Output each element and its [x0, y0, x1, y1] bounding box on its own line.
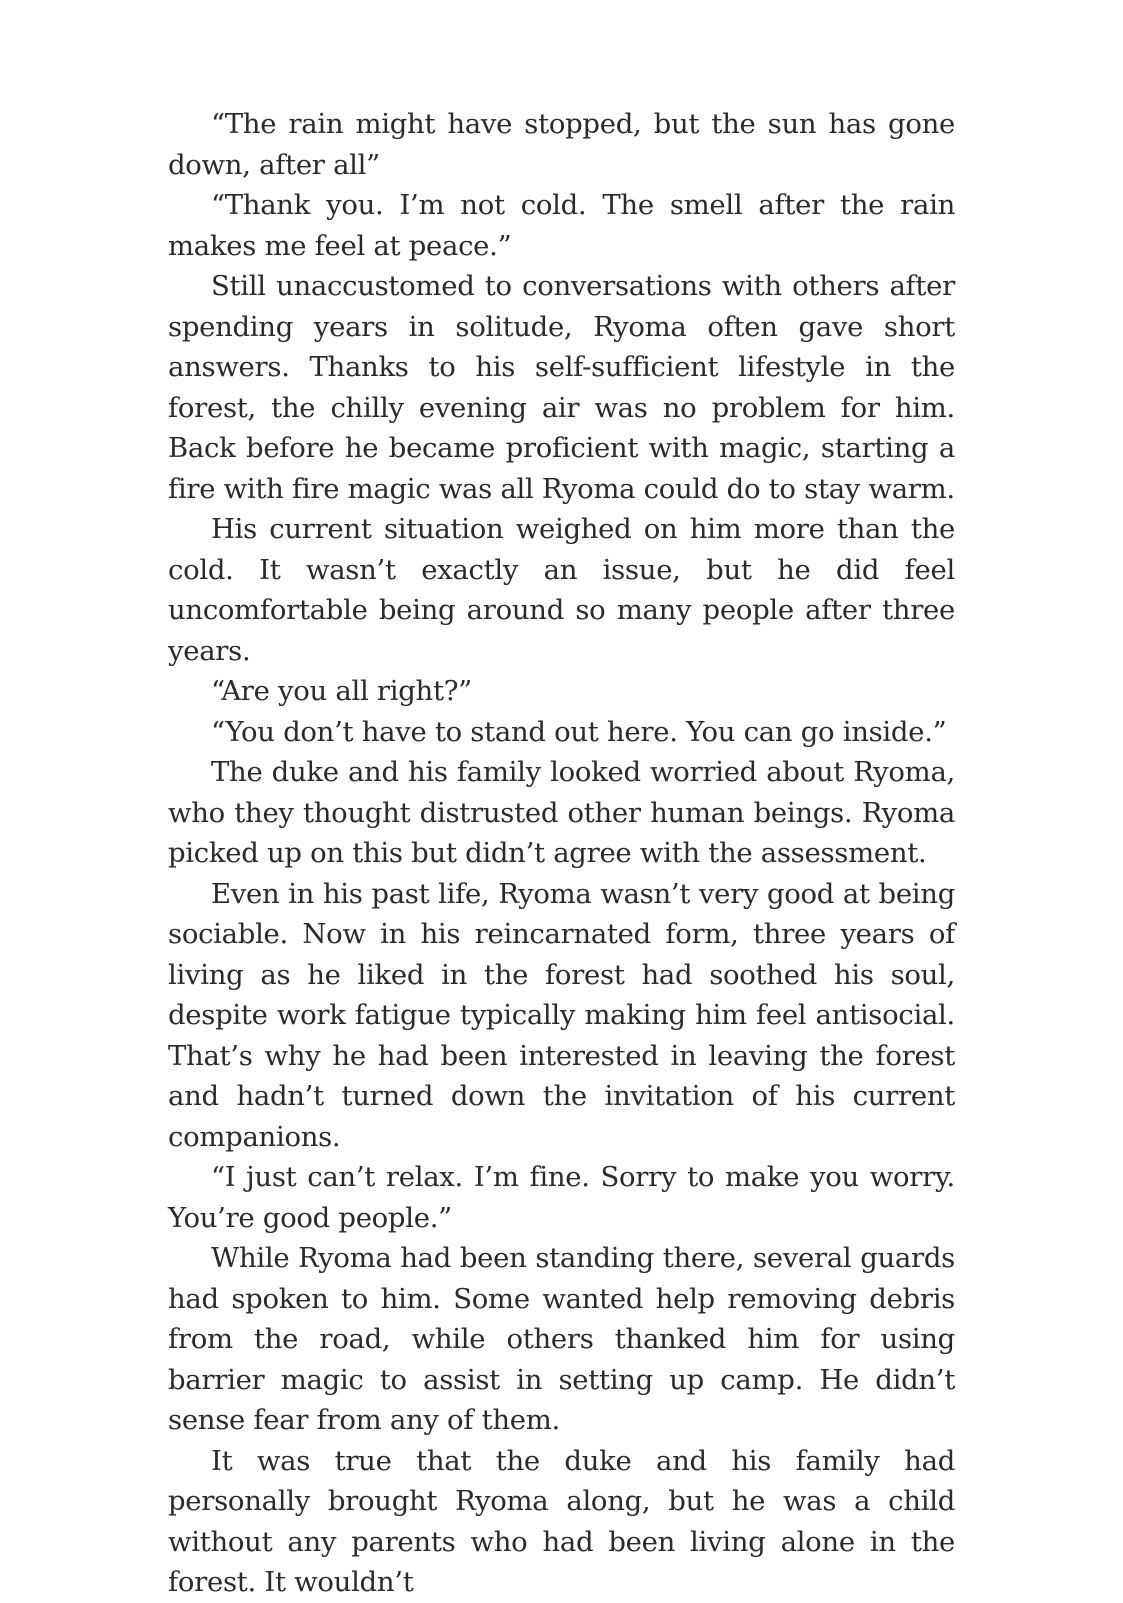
page-text-body [168, 104, 955, 1603]
paragraph: “The rain might have stopped, but the sun has gone down, after all” [168, 108, 955, 181]
paragraph: “I just can’t relax. I’m fine. Sorry to make you worry. You’re good people.” [168, 1161, 955, 1234]
paragraph: Even in his past life, Ryoma wasn’t very good at being sociable. Now in his reincarnated form, three years of living as he liked in the forest had soothed his soul, despite work fatigue typically making him feel antisocial. That’s why he had been interested in leaving the forest and hadn’t turned down the invitation of his current companions. [168, 877, 955, 1153]
paragraph: The duke and his family looked worried about Ryoma, who they thought distrusted other human beings. Ryoma picked up on this but didn’t agree with the assessment. [168, 756, 955, 869]
paragraph: “Are you all right?” [211, 675, 472, 707]
paragraph: His current situation weighed on him more than the cold. It wasn’t exactly an issue, but he did feel uncomfortable being around so many people after three years. [168, 513, 955, 667]
paragraph: “Thank you. I’m not cold. The smell after the rain makes me feel at peace.” [168, 189, 955, 262]
paragraph: Still unaccustomed to conversations with others after spending years in solitude, Ryoma often gave short answers. Thanks to his self-sufficient lifestyle in the forest, the chilly evening air was no problem for him. Back before he became proficient with magic, starting a fire with fire magic was all Ryoma could do to stay warm. [168, 270, 955, 505]
paragraph: While Ryoma had been standing there, several guards had spoken to him. Some wanted help removing debris from the road, while others thanked him for using barrier magic to assist in setting up camp. He didn’t sense fear from any of them. [168, 1242, 955, 1436]
paragraph: It was true that the duke and his family had personally brought Ryoma along, but he was a child without any parents who had been living alone in the forest. It wouldn’t [168, 1444, 955, 1598]
paragraph: “You don’t have to stand out here. You can go inside.” [211, 715, 947, 748]
